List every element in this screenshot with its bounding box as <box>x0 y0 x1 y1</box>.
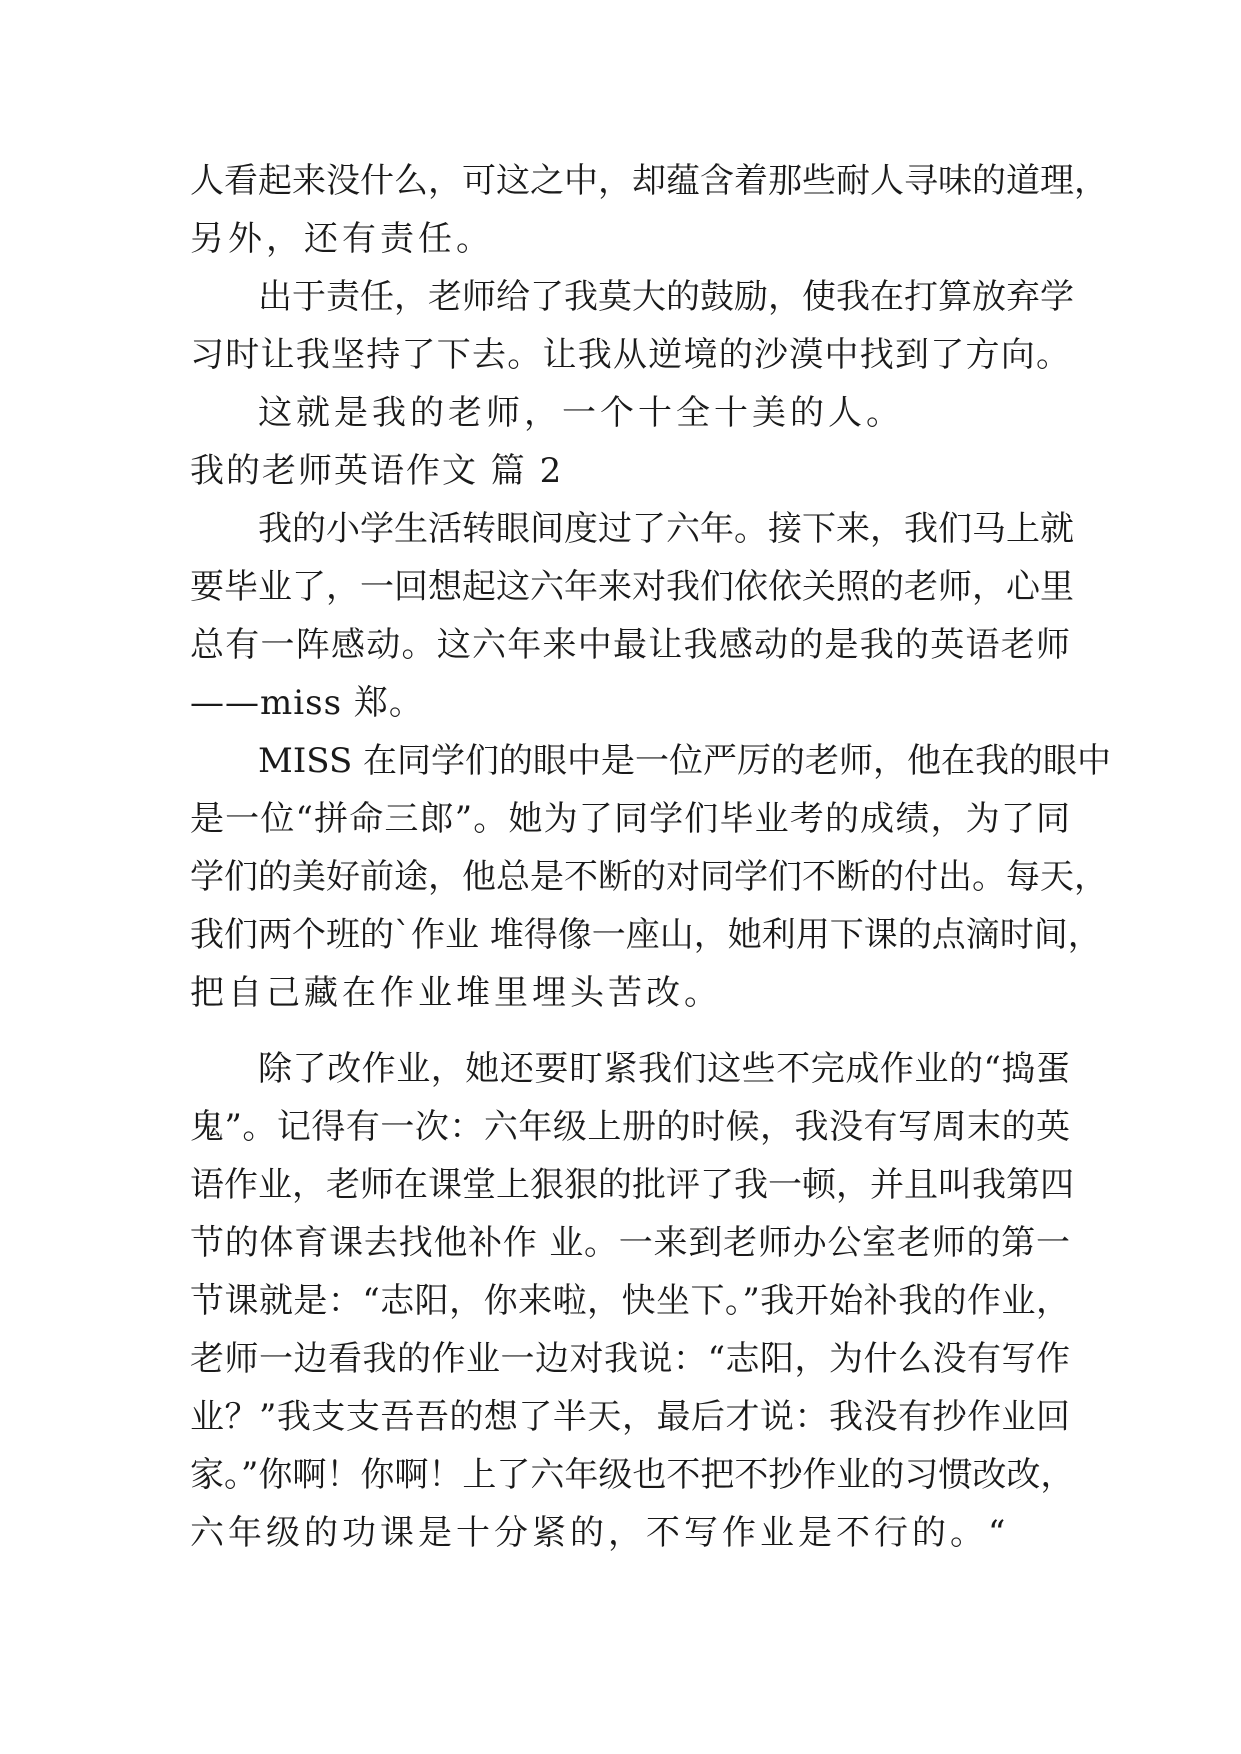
text-line: 另外，还有责任。 <box>190 219 494 259</box>
text-line: 老师一边看我的作业一边对我说：“志阳，为什么没有写作 <box>190 1339 1070 1379</box>
text-line: 要毕业了，一回想起这六年来对我们依依关照的老师，心里 <box>190 567 1074 607</box>
text-line: 我的小学生活转眼间度过了六年。接下来，我们马上就 <box>258 509 1074 549</box>
text-line: MISS 在同学们的眼中是一位严厉的老师，他在我的眼中 <box>258 741 1112 781</box>
text-line: 节的体育课去找他补作 业。一来到老师办公室老师的第一 <box>190 1223 1070 1263</box>
text-line: 鬼”。记得有一次：六年级上册的时候，我没有写周末的英 <box>190 1107 1070 1147</box>
text-line: 习时让我坚持了下去。让我从逆境的沙漠中找到了方向。 <box>190 335 1070 375</box>
text-line: 是一位“拼命三郎”。她为了同学们毕业考的成绩，为了同 <box>190 799 1070 839</box>
text-line: 学们的美好前途，他总是不断的对同学们不断的付出。每天， <box>190 857 1108 897</box>
text-line: 节课就是：“志阳，你来啦，快坐下。”我开始补我的作业， <box>190 1281 1070 1321</box>
text-line: 家。”你啊！你啊！上了六年级也不把不抄作业的习惯改改， <box>190 1455 1075 1495</box>
text-line: 我们两个班的`作业 堆得像一座山，她利用下课的点滴时间， <box>190 915 1102 955</box>
text-line: 除了改作业，她还要盯紧我们这些不完成作业的“捣蛋 <box>258 1049 1070 1089</box>
text-line: ——miss 郑。 <box>190 683 424 723</box>
text-line: 人看起来没什么，可这之中，却蕴含着那些耐人寻味的道理， <box>190 161 1108 201</box>
text-line: 总有一阵感动。这六年来中最让我感动的是我的英语老师 <box>190 625 1070 665</box>
text-line: 六年级的功课是十分紧的，不写作业是不行的。“ <box>190 1513 1010 1553</box>
text-line: 出于责任，老师给了我莫大的鼓励，使我在打算放弃学 <box>258 277 1074 317</box>
text-line: 业？”我支支吾吾的想了半天，最后才说：我没有抄作业回 <box>190 1397 1070 1437</box>
text-line: 把自己藏在作业堆里埋头苦改。 <box>190 973 722 1013</box>
section-heading: 我的老师英语作文 篇 2 <box>190 451 564 491</box>
text-line: 语作业，老师在课堂上狠狠的批评了我一顿，并且叫我第四 <box>190 1165 1074 1205</box>
text-line: 这就是我的老师，一个十全十美的人。 <box>258 393 904 433</box>
